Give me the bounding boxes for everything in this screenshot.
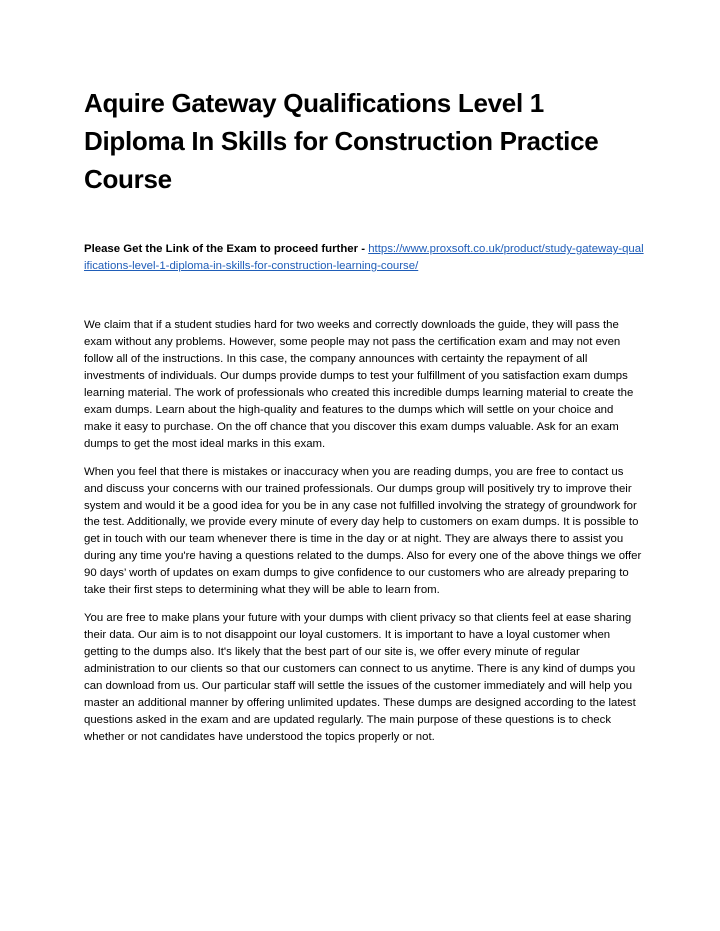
- document-page: [84, 84, 644, 757]
- exam-link[interactable]: https://www.proxsoft.co.uk/product/study-gateway-qualifications-level-1-diploma-in-skills-for-construction-learning-course/: [84, 243, 644, 272]
- document-title: Aquire Gateway Qualifications Level 1 Diploma In Skills for Construction Practice Course: [84, 88, 599, 194]
- paragraph-1: We claim that if a student studies hard for two weeks and correctly downloads the guide, they will pass the exam without any problems. However, some people may not pass the certification exam and may not even follow all of the instructions. In this case, the company announces with certainty the repayment of all investments of individuals. Our dumps provide dumps to test your fulfillment of you satisfaction exam dumps learning material. The work of professionals who created this incredible dumps learning material to create the exam dumps. Learn about the high-quality and features to the dumps which will settle on your choice and make it easy to purchase. On the off chance that you discover this exam dumps valuable. Ask for an exam dumps to get the most ideal marks in this exam.: [84, 319, 634, 450]
- exam-link-lead: Please Get the Link of the Exam to proceed further -: [84, 243, 369, 255]
- paragraph-3: You are free to make plans your future with your dumps with client privacy so that clients feel at ease sharing their data. Our aim is to not disappoint our loyal customers. It is important to have a loyal customer when getting to the dumps also. It's likely that the best part of our site is, we offer every minute of regular administration to our clients so that our customers can connect to us anytime. There is any kind of dumps you can download from us. Our particular staff will settle the issues of the customer immediately and will help you master an additional manner by offering unlimited updates. These dumps are designed according to the latest questions asked in the exam and are updated regularly. The main purpose of these questions is to check whether or not candidates have understood the topics properly or not.: [84, 612, 636, 743]
- paragraph-2: When you feel that there is mistakes or inaccuracy when you are reading dumps, you are free to contact us and discuss your concerns with our trained professionals. Our dumps group will positively try to improve their system and would it be a good idea for you be in any case not fulfilled involving the strategy of groundwork for the test. Additionally, we provide every minute of every day help to customers on exam dumps. It is possible to get in touch with our team whenever there is time in the day or at night. They are always there to assist you during any time you're having a questions related to the dumps. Also for every one of the above things we offer 90 days’ worth of updates on exam dumps to give confidence to our customers who are already preparing to take their first steps to determining what they will be able to learn from.: [84, 465, 642, 597]
- exam-link-line: [84, 241, 644, 275]
- body-text: [84, 317, 644, 746]
